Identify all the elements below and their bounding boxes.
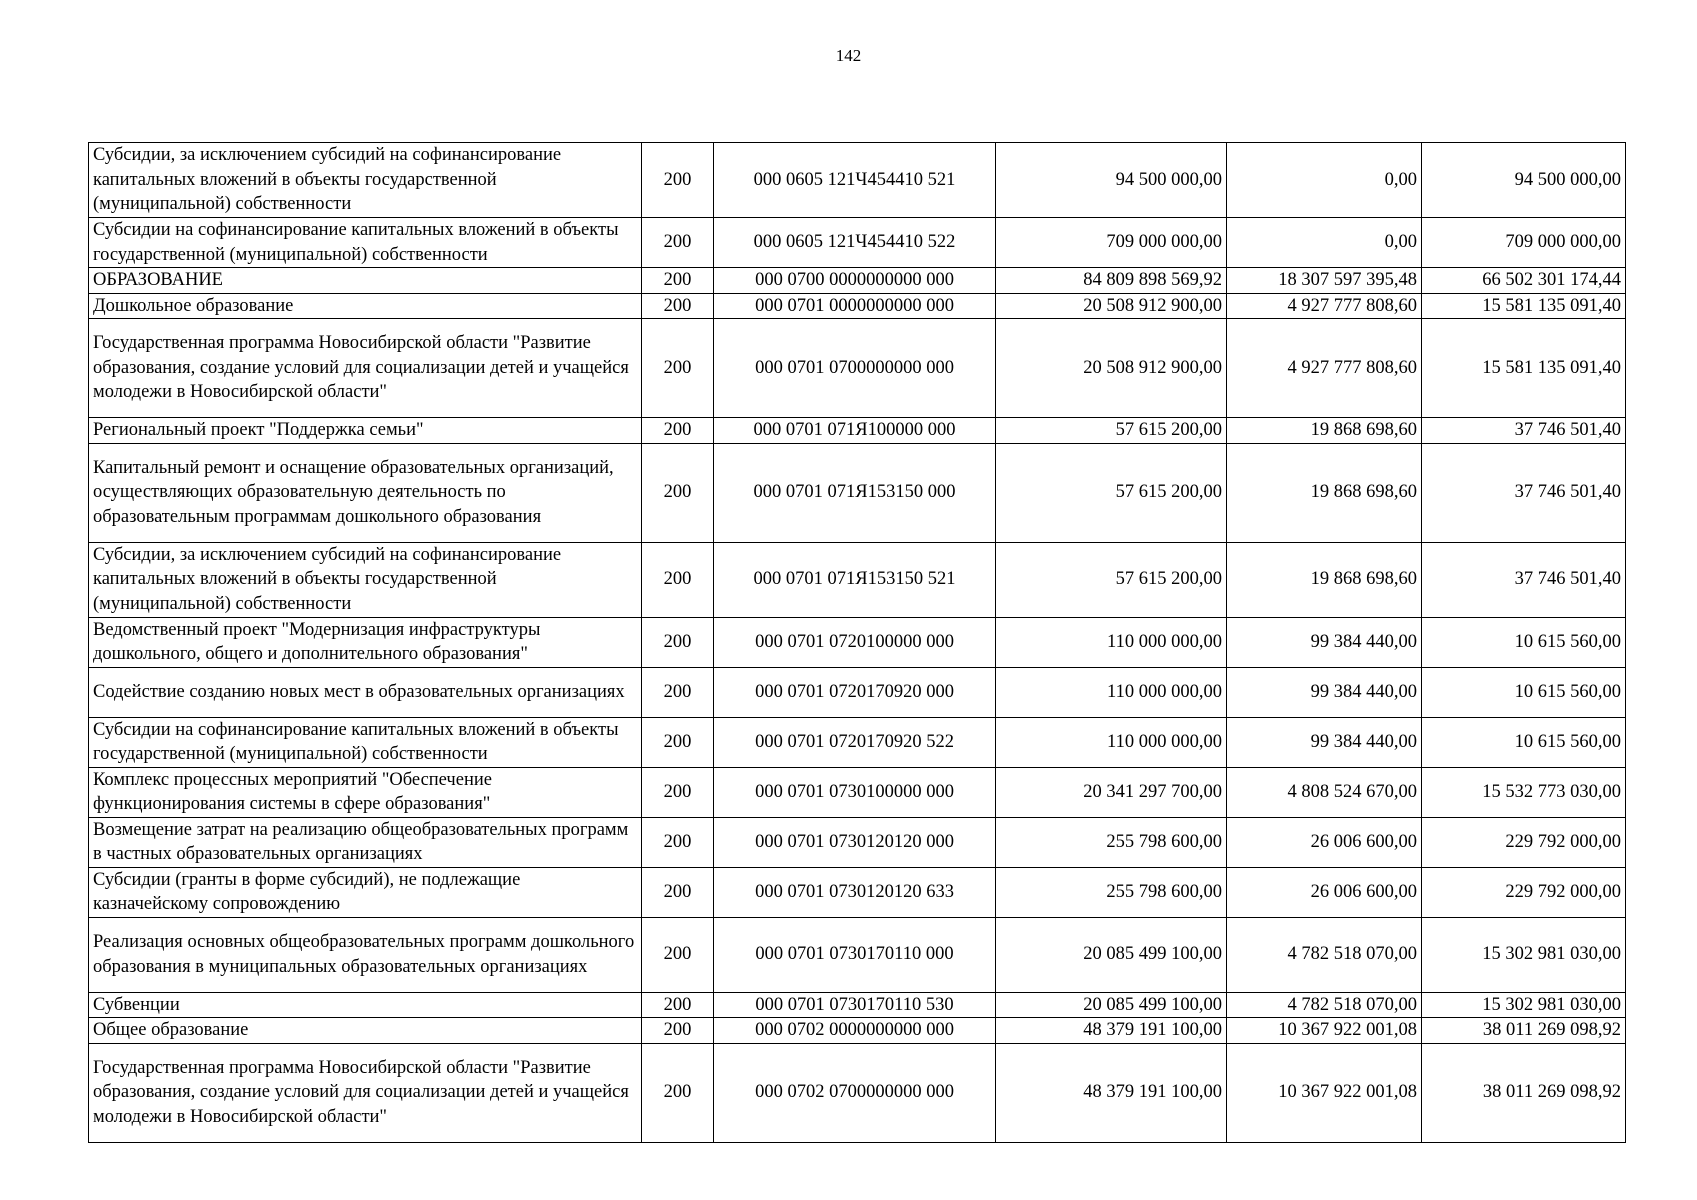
row-executed-cell: 99 384 440,00 (1227, 717, 1422, 767)
row-approved-cell: 48 379 191 100,00 (996, 1018, 1227, 1044)
row-approved-cell: 94 500 000,00 (996, 143, 1227, 218)
table-row (89, 1043, 1626, 1142)
row-approved-cell: 20 341 297 700,00 (996, 767, 1227, 817)
row-name-cell: Общее образование (89, 1018, 642, 1044)
row-name-cell: Возмещение затрат на реализацию общеобразовательных программ в частных образовательных организациях (89, 817, 642, 867)
row-code-cell: 200 (642, 542, 714, 617)
row-approved-cell: 48 379 191 100,00 (996, 1043, 1227, 1142)
row-code-cell: 200 (642, 817, 714, 867)
row-unexecuted-cell: 15 581 135 091,40 (1422, 319, 1626, 418)
row-kbk-cell: 000 0701 071Я153150 000 (714, 443, 996, 542)
table-row (89, 867, 1626, 917)
row-name-cell: Региональный проект "Поддержка семьи" (89, 418, 642, 444)
row-kbk-cell: 000 0701 0730120120 633 (714, 867, 996, 917)
row-kbk-cell: 000 0701 0720100000 000 (714, 617, 996, 667)
row-approved-cell: 110 000 000,00 (996, 667, 1227, 717)
table-row (89, 143, 1626, 218)
row-executed-cell: 10 367 922 001,08 (1227, 1018, 1422, 1044)
row-code-cell: 200 (642, 293, 714, 319)
row-code-cell: 200 (642, 218, 714, 268)
table-row (89, 542, 1626, 617)
row-executed-cell: 19 868 698,60 (1227, 418, 1422, 444)
row-approved-cell: 57 615 200,00 (996, 542, 1227, 617)
row-unexecuted-cell: 10 615 560,00 (1422, 717, 1626, 767)
row-executed-cell: 4 927 777 808,60 (1227, 319, 1422, 418)
row-code-cell: 200 (642, 143, 714, 218)
row-executed-cell: 26 006 600,00 (1227, 817, 1422, 867)
row-code-cell: 200 (642, 319, 714, 418)
row-name-cell: Дошкольное образование (89, 293, 642, 319)
row-code-cell: 200 (642, 992, 714, 1018)
table-row (89, 418, 1626, 444)
table-row (89, 319, 1626, 418)
row-unexecuted-cell: 15 532 773 030,00 (1422, 767, 1626, 817)
row-name-cell: Ведомственный проект "Модернизация инфраструктуры дошкольного, общего и дополнительного образования" (89, 617, 642, 667)
row-executed-cell: 0,00 (1227, 218, 1422, 268)
row-kbk-cell: 000 0701 0000000000 000 (714, 293, 996, 319)
row-code-cell: 200 (642, 617, 714, 667)
row-unexecuted-cell: 15 302 981 030,00 (1422, 917, 1626, 992)
row-name-cell: Субвенции (89, 992, 642, 1018)
row-approved-cell: 20 508 912 900,00 (996, 293, 1227, 319)
row-code-cell: 200 (642, 1018, 714, 1044)
row-code-cell: 200 (642, 867, 714, 917)
row-approved-cell: 57 615 200,00 (996, 443, 1227, 542)
row-code-cell: 200 (642, 767, 714, 817)
row-approved-cell: 20 508 912 900,00 (996, 319, 1227, 418)
row-approved-cell: 20 085 499 100,00 (996, 917, 1227, 992)
table-row (89, 767, 1626, 817)
row-kbk-cell: 000 0701 0720170920 000 (714, 667, 996, 717)
row-kbk-cell: 000 0701 0730100000 000 (714, 767, 996, 817)
row-name-cell: ОБРАЗОВАНИЕ (89, 268, 642, 294)
row-executed-cell: 99 384 440,00 (1227, 667, 1422, 717)
row-unexecuted-cell: 38 011 269 098,92 (1422, 1018, 1626, 1044)
table-body (89, 143, 1626, 1143)
row-approved-cell: 255 798 600,00 (996, 867, 1227, 917)
table-row (89, 293, 1626, 319)
row-name-cell: Субсидии на софинансирование капитальных вложений в объекты государственной (муниципальной) собственности (89, 218, 642, 268)
table-row (89, 992, 1626, 1018)
row-approved-cell: 110 000 000,00 (996, 717, 1227, 767)
row-executed-cell: 19 868 698,60 (1227, 542, 1422, 617)
row-executed-cell: 4 927 777 808,60 (1227, 293, 1422, 319)
row-kbk-cell: 000 0605 121Ч454410 522 (714, 218, 996, 268)
row-unexecuted-cell: 10 615 560,00 (1422, 667, 1626, 717)
row-executed-cell: 4 808 524 670,00 (1227, 767, 1422, 817)
row-unexecuted-cell: 37 746 501,40 (1422, 542, 1626, 617)
row-unexecuted-cell: 15 581 135 091,40 (1422, 293, 1626, 319)
row-kbk-cell: 000 0701 0720170920 522 (714, 717, 996, 767)
row-code-cell: 200 (642, 917, 714, 992)
row-name-cell: Субсидии (гранты в форме субсидий), не подлежащие казначейскому сопровождению (89, 867, 642, 917)
row-kbk-cell: 000 0701 071Я153150 521 (714, 542, 996, 617)
row-executed-cell: 4 782 518 070,00 (1227, 992, 1422, 1018)
row-unexecuted-cell: 94 500 000,00 (1422, 143, 1626, 218)
table-row (89, 717, 1626, 767)
row-name-cell: Государственная программа Новосибирской области "Развитие образования, создание условий для социализации детей и учащейся молодежи в Новосибирской области" (89, 319, 642, 418)
table-row (89, 443, 1626, 542)
row-executed-cell: 10 367 922 001,08 (1227, 1043, 1422, 1142)
row-code-cell: 200 (642, 443, 714, 542)
row-executed-cell: 99 384 440,00 (1227, 617, 1422, 667)
row-kbk-cell: 000 0701 071Я100000 000 (714, 418, 996, 444)
table-row (89, 917, 1626, 992)
row-unexecuted-cell: 37 746 501,40 (1422, 418, 1626, 444)
row-name-cell: Комплекс процессных мероприятий "Обеспечение функционирования системы в сфере образования" (89, 767, 642, 817)
row-kbk-cell: 000 0701 0700000000 000 (714, 319, 996, 418)
table-row (89, 667, 1626, 717)
table-row (89, 268, 1626, 294)
row-unexecuted-cell: 229 792 000,00 (1422, 817, 1626, 867)
row-executed-cell: 0,00 (1227, 143, 1422, 218)
row-kbk-cell: 000 0701 0730170110 530 (714, 992, 996, 1018)
row-name-cell: Содействие созданию новых мест в образовательных организациях (89, 667, 642, 717)
row-approved-cell: 84 809 898 569,92 (996, 268, 1227, 294)
page-number: 142 (835, 46, 862, 65)
row-approved-cell: 709 000 000,00 (996, 218, 1227, 268)
row-approved-cell: 57 615 200,00 (996, 418, 1227, 444)
row-approved-cell: 20 085 499 100,00 (996, 992, 1227, 1018)
row-code-cell: 200 (642, 418, 714, 444)
row-code-cell: 200 (642, 667, 714, 717)
row-unexecuted-cell: 10 615 560,00 (1422, 617, 1626, 667)
row-kbk-cell: 000 0701 0730170110 000 (714, 917, 996, 992)
row-kbk-cell: 000 0702 0000000000 000 (714, 1018, 996, 1044)
row-code-cell: 200 (642, 1043, 714, 1142)
row-kbk-cell: 000 0701 0730120120 000 (714, 817, 996, 867)
row-name-cell: Субсидии, за исключением субсидий на софинансирование капитальных вложений в объекты государственной (муниципальной) собственности (89, 143, 642, 218)
row-name-cell: Реализация основных общеобразовательных программ дошкольного образования в муниципальных образовательных организациях (89, 917, 642, 992)
row-executed-cell: 19 868 698,60 (1227, 443, 1422, 542)
row-code-cell: 200 (642, 268, 714, 294)
row-name-cell: Субсидии на софинансирование капитальных вложений в объекты государственной (муниципальной) собственности (89, 717, 642, 767)
row-unexecuted-cell: 38 011 269 098,92 (1422, 1043, 1626, 1142)
row-code-cell: 200 (642, 717, 714, 767)
row-executed-cell: 4 782 518 070,00 (1227, 917, 1422, 992)
table-row (89, 617, 1626, 667)
row-unexecuted-cell: 229 792 000,00 (1422, 867, 1626, 917)
row-unexecuted-cell: 37 746 501,40 (1422, 443, 1626, 542)
row-name-cell: Субсидии, за исключением субсидий на софинансирование капитальных вложений в объекты государственной (муниципальной) собственности (89, 542, 642, 617)
row-kbk-cell: 000 0605 121Ч454410 521 (714, 143, 996, 218)
row-unexecuted-cell: 66 502 301 174,44 (1422, 268, 1626, 294)
row-kbk-cell: 000 0702 0700000000 000 (714, 1043, 996, 1142)
row-approved-cell: 110 000 000,00 (996, 617, 1227, 667)
budget-execution-table (88, 142, 1626, 1143)
row-name-cell: Государственная программа Новосибирской области "Развитие образования, создание условий для социализации детей и учащейся молодежи в Новосибирской области" (89, 1043, 642, 1142)
row-executed-cell: 18 307 597 395,48 (1227, 268, 1422, 294)
row-approved-cell: 255 798 600,00 (996, 817, 1227, 867)
row-kbk-cell: 000 0700 0000000000 000 (714, 268, 996, 294)
table-row (89, 817, 1626, 867)
row-unexecuted-cell: 15 302 981 030,00 (1422, 992, 1626, 1018)
row-unexecuted-cell: 709 000 000,00 (1422, 218, 1626, 268)
table-row (89, 1018, 1626, 1044)
row-name-cell: Капитальный ремонт и оснащение образовательных организаций, осуществляющих образовательную деятельность по образовательным программам дошкольного образования (89, 443, 642, 542)
table-row (89, 218, 1626, 268)
row-executed-cell: 26 006 600,00 (1227, 867, 1422, 917)
